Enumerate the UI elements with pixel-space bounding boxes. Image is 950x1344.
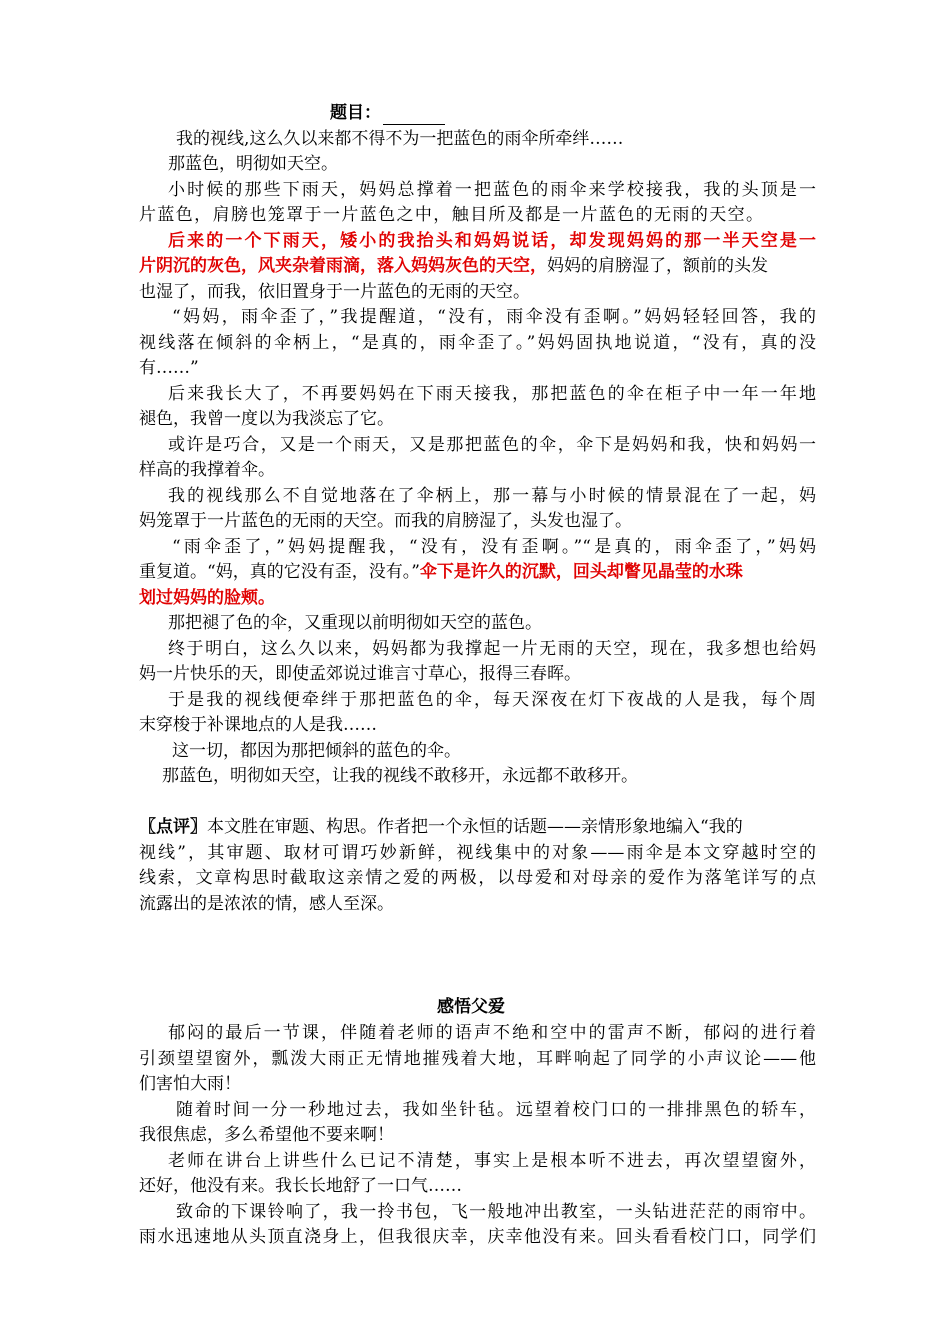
essay2-paragraph-4-line-2: 雨水迅速地从头顶直浇身上，但我很庆幸，庆幸他没有来。回头看看校门口，同学们 [139, 1227, 816, 1247]
essay1-paragraph-4-line-2 [139, 254, 819, 278]
essay2-paragraph-3-line-1: 老师在讲台上讲些什么已记不清楚，事实上是根本听不进去，再次望望窗外， [168, 1151, 816, 1171]
essay1-highlight-line-1: 后来的一个下雨天，矮小的我抬头和妈妈说话，却发现妈妈的那一半天空是一 [168, 231, 816, 251]
essay1-paragraph-12-line-2: 末穿梭于补课地点的人是我…… [139, 715, 377, 735]
comment-label: 〖点评〗 [139, 817, 207, 837]
essay1-paragraph-11-line-1: 终于明白，这么久以来，妈妈都为我撑起一片无雨的天空，现在，我多想也给妈 [168, 639, 816, 659]
essay1-paragraph-5-line-1: “妈妈，雨伞歪了，”我提醒道，“没有，雨伞没有歪啊。”妈妈轻轻回答，我的 [172, 307, 816, 327]
essay1-title [330, 101, 445, 125]
essay1-paragraph-3-line-2: 片蓝色，肩膀也笼罩于一片蓝色之中，触目所及都是一片蓝色的无雨的天空。 [139, 205, 763, 225]
essay1-paragraph-8-line-2: 妈笼罩于一片蓝色的无雨的天空。而我的肩膀湿了，头发也湿了。 [139, 511, 632, 531]
essay1-paragraph-7-line-1: 或许是巧合，又是一个雨天，又是那把蓝色的伞，伞下是妈妈和我，快和妈妈一 [168, 435, 816, 455]
essay1-title-label: 题目： [330, 103, 381, 123]
essay2-paragraph-1-line-3: 们害怕大雨！ [139, 1074, 241, 1094]
essay1-paragraph-5-line-3: 有……” [139, 358, 199, 378]
essay1-paragraph-5-line-2: 视线落在倾斜的伞柄上，“是真的，雨伞歪了。”妈妈固执地说道，“没有，真的没 [139, 333, 816, 353]
essay1-paragraph-6-line-1: 后来我长大了，不再要妈妈在下雨天接我，那把蓝色的伞在柜子中一年一年地 [168, 384, 816, 404]
essay1-paragraph-4-line-3: 也湿了，而我，依旧置身于一片蓝色的无雨的天空。 [139, 282, 530, 302]
essay1-paragraph-9-line-1: “雨伞歪了，”妈妈提醒我，“没有，没有歪啊。”“是真的，雨伞歪了，”妈妈 [172, 537, 816, 557]
essay1-paragraph-4-line-2-tail: 妈妈的肩膀湿了，额前的头发 [547, 256, 768, 276]
essay1-paragraph-11-line-2: 妈一片快乐的天，即使孟郊说过谁言寸草心，报得三春晖。 [139, 664, 581, 684]
essay2-paragraph-1-line-1: 郁闷的最后一节课，伴随着老师的语声不绝和空中的雷声不断，郁闷的进行着 [168, 1023, 816, 1043]
essay1-paragraph-2: 那蓝色，明彻如天空。 [168, 154, 338, 174]
essay1-highlight-line-2: 片阴沉的灰色，风夹杂着雨滴，落入妈妈灰色的天空， [139, 256, 547, 276]
essay1-paragraph-3-line-1: 小时候的那些下雨天，妈妈总撑着一把蓝色的雨伞来学校接我，我的头顶是一 [168, 180, 816, 200]
essay1-comment-line-4: 流露出的是浓浓的情，感人至深。 [139, 894, 394, 914]
essay1-paragraph-8-line-1: 我的视线那么不自觉地落在了伞柄上，那一幕与小时候的情景混在了一起，妈 [168, 486, 816, 506]
essay2-paragraph-2-line-1: 随着时间一分一秒地过去，我如坐针毡。远望着校门口的一排排黑色的轿车， [176, 1100, 816, 1120]
essay1-paragraph-12-line-1: 于是我的视线便牵绊于那把蓝色的伞，每天深夜在灯下夜战的人是我，每个周 [168, 690, 816, 710]
essay1-paragraph-6-line-2: 褪色，我曾一度以为我淡忘了它。 [139, 409, 394, 429]
essay1-paragraph-1: 我的视线,这么久以来都不得不为一把蓝色的雨伞所牵绊…… [176, 129, 624, 149]
essay1-paragraph-7-line-2: 样高的我撑着伞。 [139, 460, 275, 480]
essay1-highlight-line-3: 伞下是许久的沉默，回头却瞥见晶莹的水珠 [419, 562, 743, 582]
essay1-paragraph-9-line-2-head: 重复道。“妈，真的它没有歪，没有。” [139, 562, 420, 582]
essay1-comment-line-3: 线索，文章构思时截取这亲情之爱的两极，以母爱和对母亲的爱作为落笔详写的点 [139, 868, 816, 888]
essay2-paragraph-3-line-2: 还好，他没有来。我长长地舒了一口气…… [139, 1176, 462, 1196]
essay1-comment-line-2: 视线”，其审题、取材可谓巧妙新鲜，视线集中的对象——雨伞是本文穿越时空的 [139, 843, 816, 863]
essay1-highlight-line-4: 划过妈妈的脸颊。 [139, 588, 275, 608]
essay1-paragraph-10: 那把褪了色的伞，又重现以前明彻如天空的蓝色。 [168, 613, 542, 633]
essay1-paragraph-9-line-2 [139, 560, 819, 584]
essay2-paragraph-1-line-2: 引颈望望窗外，瓢泼大雨正无情地摧残着大地，耳畔响起了同学的小声议论——他 [139, 1049, 816, 1069]
essay2-paragraph-2-line-2: 我很焦虑，多么希望他不要来啊！ [139, 1125, 394, 1145]
essay1-paragraph-13: 这一切，都因为那把倾斜的蓝色的伞。 [172, 741, 461, 761]
title-blank-underline [383, 107, 445, 125]
essay1-comment-line-1 [139, 815, 819, 839]
comment-text-line-1: 本文胜在审题、构思。作者把一个永恒的话题——亲情形象地编入“我的 [207, 817, 743, 837]
essay2-paragraph-4-line-1: 致命的下课铃响了，我一拎书包，飞一般地冲出教室，一头钻进茫茫的雨帘中。 [176, 1202, 816, 1222]
essay1-paragraph-14: 那蓝色，明彻如天空，让我的视线不敢移开，永远都不敢移开。 [162, 766, 638, 786]
essay2-title: 感悟父爱 [437, 997, 505, 1017]
